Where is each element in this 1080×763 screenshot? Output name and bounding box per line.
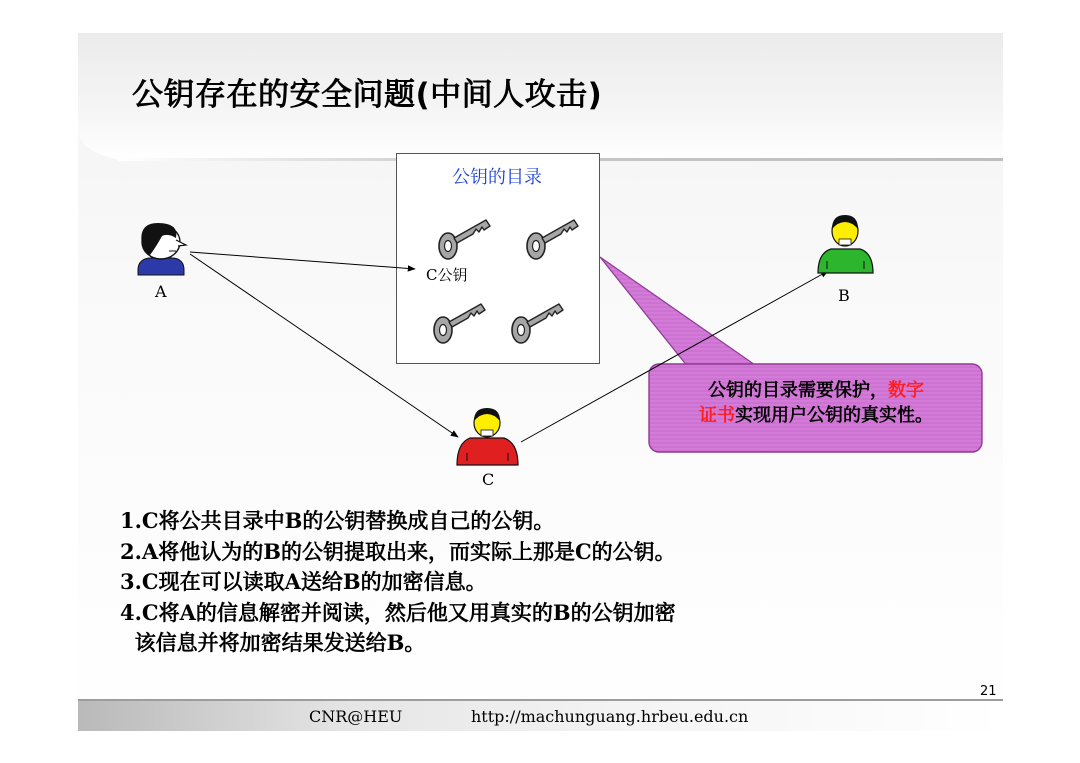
person-a-label: A [155,282,167,301]
key-icon [512,304,563,343]
c-public-key-label: C公钥 [426,266,468,284]
step-item: 该信息并将加密结果发送给B。 [120,630,426,655]
footer-left: CNR@HEU [309,707,403,726]
callout-pointer [600,257,758,367]
key-icon [434,304,485,343]
slide-title: 公钥存在的安全问题(中间人攻击) [132,77,603,113]
step-item: 4.C将A的信息解密并阅读，然后他又用真实的B的公钥加密 [120,599,676,625]
callout-text-part1: 公钥的目录需要保护， [708,380,888,401]
directory-title: 公钥的目录 [452,167,542,188]
step-item: 2.A将他认为的B的公钥提取出来，而实际上那是C的公钥。 [120,538,676,564]
footer-url: http://machunguang.hrbeu.edu.cn [471,707,749,726]
callout-text [652,378,980,428]
person-c-label: C [482,470,495,489]
arrow-a-to-c [190,254,458,437]
callout-text-digital: 数字 [888,380,924,401]
person-b-label: B [838,286,850,305]
person-a-icon [138,223,186,275]
step-item: 1.C将公共目录中B的公钥替换成自己的公钥。 [120,508,555,533]
callout-text-certificate: 证书 [699,405,735,426]
person-c-icon [457,408,518,465]
page-number: 21 [980,684,997,699]
person-b-icon [818,215,873,273]
callout-text-part4: 实现用户公钥的真实性。 [735,405,933,426]
key-icon [527,220,578,259]
slide [78,33,1003,731]
step-item: 3.C现在可以读取A送给B的加密信息。 [120,569,487,594]
arrow-a-to-directory [190,252,415,269]
steps-list [120,506,676,659]
key-icon [439,220,490,259]
